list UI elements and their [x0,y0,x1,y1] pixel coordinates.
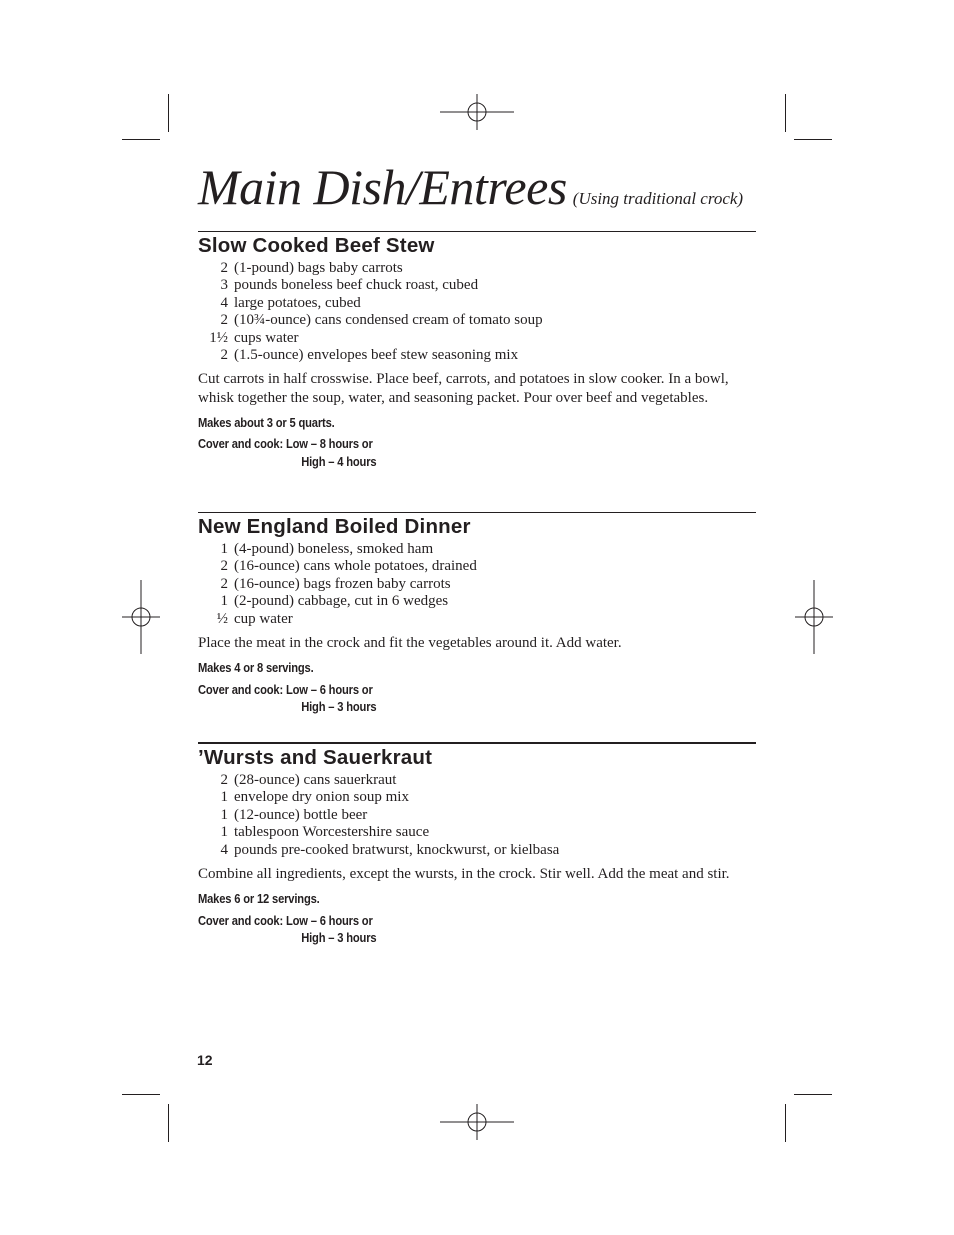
ingredient-item [198,330,756,347]
ingredient-item [198,347,756,364]
registration-mark-icon [440,75,514,149]
cook-time-high: High – 4 hours [301,453,377,469]
ingredient-desc: pounds boneless beef chuck roast, cubed [234,277,479,294]
page-title-main: Main Dish/Entrees [198,159,567,215]
ingredient-item [198,277,756,294]
ingredient-desc: (16-ounce) cans whole potatoes, drained [234,558,477,575]
cook-time-high: High – 3 hours [301,699,377,715]
recipe-beef-stew [198,231,756,470]
recipe-yield: Makes 4 or 8 servings. [198,660,314,676]
ingredient-desc: (4-pound) boneless, smoked ham [234,541,434,557]
ingredient-item [198,611,756,628]
recipe-title: ’Wursts and Sauerkraut [198,746,433,769]
crop-mark [168,94,169,132]
recipe-wursts-sauerkraut [198,742,756,947]
cook-time-low: Cover and cook: Low – 6 hours or [198,912,373,928]
ingredient-item [198,295,756,312]
ingredient-desc: tablespoon Worcestershire sauce [234,824,430,841]
ingredient-desc: pounds pre-cooked bratwurst, knockwurst, or kielbasa [234,841,560,858]
ingredient-qty: 1 [220,541,228,557]
recipe-cook-time [198,912,678,947]
recipe-method: Combine all ingredients, except the wursts, in the crock. Stir well. Add the meat and stir. [198,865,730,882]
ingredient-item [198,593,756,610]
recipe-cook-time [198,435,678,470]
recipe-title: Slow Cooked Beef Stew [198,234,435,257]
ingredient-qty: 2 [220,260,228,276]
ingredient-desc: envelope dry onion soup mix [234,789,409,806]
ingredient-qty: ½ [216,610,228,627]
ingredient-qty: 1 [220,806,228,823]
ingredient-item [198,772,756,789]
crop-mark [785,1104,786,1142]
ingredient-qty: 1 [220,593,228,610]
ingredient-item [198,558,756,575]
ingredient-item [198,576,756,593]
page-subtitle: (Using traditional crock) [572,189,744,208]
cook-time-high: High – 3 hours [301,930,377,946]
ingredient-desc: (1.5-ounce) envelopes beef stew seasoning mix [234,346,519,363]
recipe-title: New England Boiled Dinner [198,515,471,538]
ingredient-qty: 2 [220,346,228,363]
crop-mark [785,94,786,132]
ingredient-qty: 1 [220,789,228,806]
crop-mark [122,1094,160,1095]
cook-time-low: Cover and cook: Low – 8 hours or [198,436,373,452]
page-title [198,158,743,216]
ingredient-desc: cup water [234,610,293,627]
ingredient-item [198,807,756,824]
ingredient-qty: 4 [220,294,228,311]
page-number: 12 [197,1052,213,1068]
ingredient-item [198,541,756,558]
ingredient-desc: (12-ounce) bottle beer [234,806,368,823]
crop-mark [794,1094,832,1095]
ingredient-item [198,789,756,806]
ingredient-item [198,842,756,859]
ingredient-desc: (28-ounce) cans sauerkraut [234,772,397,788]
ingredient-item [198,260,756,277]
ingredient-qty: 4 [220,841,228,858]
ingredient-desc: large potatoes, cubed [234,294,361,311]
ingredient-desc: (16-ounce) bags frozen baby carrots [234,575,451,592]
ingredient-desc: (1-pound) bags baby carrots [234,260,403,276]
ingredient-item [198,312,756,329]
registration-mark-icon [104,580,178,654]
ingredient-list [198,541,756,628]
ingredient-qty: 2 [220,558,228,575]
recipe-cook-time [198,681,678,716]
recipe-method: Place the meat in the crock and fit the vegetables around it. Add water. [198,634,622,651]
ingredient-qty: 1 [220,824,228,841]
ingredient-desc: cups water [234,329,299,346]
ingredient-desc: (2-pound) cabbage, cut in 6 wedges [234,593,449,610]
crop-mark [122,139,160,140]
ingredient-qty: 1½ [209,329,228,346]
cook-time-low: Cover and cook: Low – 6 hours or [198,681,373,697]
ingredient-list [198,772,756,859]
recipe-yield: Makes 6 or 12 servings. [198,891,320,907]
ingredient-list [198,260,756,364]
crop-mark [168,1104,169,1142]
ingredient-qty: 2 [220,772,228,788]
recipe-yield: Makes about 3 or 5 quarts. [198,414,335,430]
registration-mark-icon [440,1085,514,1159]
crop-mark [794,139,832,140]
ingredient-qty: 3 [220,277,228,294]
ingredient-qty: 2 [220,575,228,592]
ingredient-item [198,824,756,841]
recipe-boiled-dinner [198,512,756,716]
recipe-method: Cut carrots in half crosswise. Place beef, carrots, and potatoes in slow cooker. In a bowl, whisk together the soup, water, and seasoning packet. Pour over beef and vegetables. [198,371,729,406]
ingredient-qty: 2 [220,312,228,329]
ingredient-desc: (10¾-ounce) cans condensed cream of tomato soup [234,312,543,329]
registration-mark-icon [777,580,851,654]
